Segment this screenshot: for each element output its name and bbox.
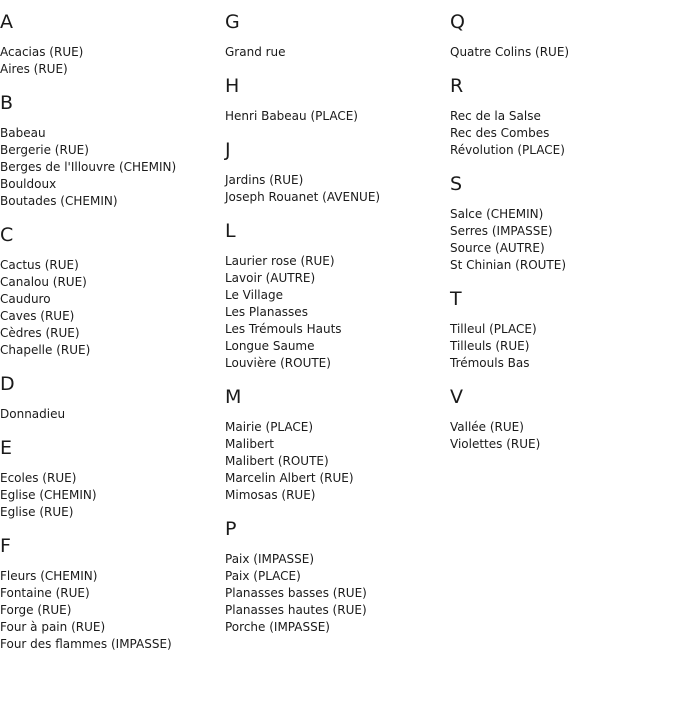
- street-link[interactable]: Donnadieu: [0, 407, 66, 421]
- street-link[interactable]: Boutades (CHEMIN): [0, 194, 118, 208]
- street-link[interactable]: Bergerie (RUE): [0, 143, 89, 157]
- street-link[interactable]: Paix (IMPASSE): [225, 552, 315, 566]
- letter-group-v: [450, 385, 670, 453]
- street-link[interactable]: Ecoles (RUE): [0, 471, 77, 485]
- street-link[interactable]: Planasses basses (RUE): [225, 586, 367, 600]
- street-link[interactable]: Caves (RUE): [0, 309, 75, 323]
- street-link[interactable]: Bouldoux: [0, 177, 57, 191]
- street-link[interactable]: Acacias (RUE): [0, 45, 84, 59]
- street-link[interactable]: Babeau: [0, 126, 46, 140]
- letter-heading: J: [225, 139, 231, 161]
- street-link[interactable]: Mairie (PLACE): [225, 420, 314, 434]
- letter-heading: Q: [450, 11, 465, 33]
- letter-heading: E: [0, 437, 13, 459]
- street-link[interactable]: Canalou (RUE): [0, 275, 87, 289]
- street-link[interactable]: Tilleuls (RUE): [450, 339, 530, 353]
- street-link[interactable]: Jardins (RUE): [225, 173, 304, 187]
- street-index-column-3: [450, 0, 670, 466]
- letter-heading: F: [0, 535, 11, 557]
- street-link[interactable]: Lavoir (AUTRE): [225, 271, 316, 285]
- street-link[interactable]: Porche (IMPASSE): [225, 620, 330, 634]
- street-link[interactable]: Cactus (RUE): [0, 258, 79, 272]
- letter-heading: A: [0, 11, 13, 33]
- street-link[interactable]: Longue Saume: [225, 339, 315, 353]
- letter-heading: M: [225, 386, 242, 408]
- street-link[interactable]: Fleurs (CHEMIN): [0, 569, 98, 583]
- street-link[interactable]: Les Trémouls Hauts: [225, 322, 342, 336]
- street-link[interactable]: Rec de la Salse: [450, 109, 541, 123]
- street-link[interactable]: Eglise (CHEMIN): [0, 488, 97, 502]
- street-link[interactable]: Cauduro: [0, 292, 51, 306]
- street-link[interactable]: Grand rue: [225, 45, 286, 59]
- street-link[interactable]: Révolution (PLACE): [450, 143, 565, 157]
- letter-heading: T: [450, 288, 462, 310]
- street-link[interactable]: Malibert: [225, 437, 275, 451]
- letter-group-p: [225, 517, 445, 636]
- street-link[interactable]: Eglise (RUE): [0, 505, 74, 519]
- street-link[interactable]: Serres (IMPASSE): [450, 224, 553, 238]
- letter-heading: L: [225, 220, 236, 242]
- letter-group-q: [450, 10, 670, 61]
- street-index-column-2: [225, 0, 445, 649]
- letter-heading: H: [225, 75, 240, 97]
- street-link[interactable]: Trémouls Bas: [450, 356, 530, 370]
- letter-group-b: [0, 91, 220, 210]
- letter-group-t: [450, 287, 670, 372]
- street-link[interactable]: Berges de l'Illouvre (CHEMIN): [0, 160, 177, 174]
- letter-group-c: [0, 223, 220, 359]
- letter-heading: P: [225, 518, 237, 540]
- street-link[interactable]: Vallée (RUE): [450, 420, 524, 434]
- letter-group-e: [0, 436, 220, 521]
- letter-group-f: [0, 534, 220, 653]
- street-link[interactable]: Four des flammes (IMPASSE): [0, 637, 172, 651]
- street-link[interactable]: Planasses hautes (RUE): [225, 603, 367, 617]
- street-link[interactable]: Rec des Combes: [450, 126, 550, 140]
- letter-group-d: [0, 372, 220, 423]
- street-link[interactable]: Four à pain (RUE): [0, 620, 106, 634]
- letter-group-r: [450, 74, 670, 159]
- letter-group-h: [225, 74, 445, 125]
- letter-group-a: [0, 10, 220, 78]
- street-link[interactable]: Fontaine (RUE): [0, 586, 90, 600]
- street-link[interactable]: Le Village: [225, 288, 283, 302]
- street-link[interactable]: St Chinian (ROUTE): [450, 258, 567, 272]
- letter-group-m: [225, 385, 445, 504]
- letter-group-j: [225, 138, 445, 206]
- street-index-column-1: [0, 0, 220, 666]
- street-link[interactable]: Tilleul (PLACE): [450, 322, 537, 336]
- street-link[interactable]: Joseph Rouanet (AVENUE): [225, 190, 381, 204]
- street-link[interactable]: Chapelle (RUE): [0, 343, 91, 357]
- letter-heading: S: [450, 173, 463, 195]
- street-link[interactable]: Mimosas (RUE): [225, 488, 316, 502]
- letter-group-l: [225, 219, 445, 372]
- street-link[interactable]: Les Planasses: [225, 305, 308, 319]
- street-link[interactable]: Quatre Colins (RUE): [450, 45, 570, 59]
- letter-group-g: [225, 10, 445, 61]
- street-link[interactable]: Salce (CHEMIN): [450, 207, 544, 221]
- letter-heading: V: [450, 386, 463, 408]
- street-link[interactable]: Laurier rose (RUE): [225, 254, 335, 268]
- letter-heading: B: [0, 92, 14, 114]
- letter-heading: G: [225, 11, 240, 33]
- street-link[interactable]: Paix (PLACE): [225, 569, 301, 583]
- street-link[interactable]: Henri Babeau (PLACE): [225, 109, 358, 123]
- street-link[interactable]: Malibert (ROUTE): [225, 454, 329, 468]
- letter-heading: C: [0, 224, 14, 246]
- street-link[interactable]: Violettes (RUE): [450, 437, 541, 451]
- street-link[interactable]: Cèdres (RUE): [0, 326, 80, 340]
- street-link[interactable]: Source (AUTRE): [450, 241, 545, 255]
- letter-heading: D: [0, 373, 15, 395]
- street-link[interactable]: Louvière (ROUTE): [225, 356, 331, 370]
- street-link[interactable]: Forge (RUE): [0, 603, 72, 617]
- letter-group-s: [450, 172, 670, 274]
- street-link[interactable]: Marcelin Albert (RUE): [225, 471, 354, 485]
- letter-heading: R: [450, 75, 464, 97]
- street-link[interactable]: Aires (RUE): [0, 62, 68, 76]
